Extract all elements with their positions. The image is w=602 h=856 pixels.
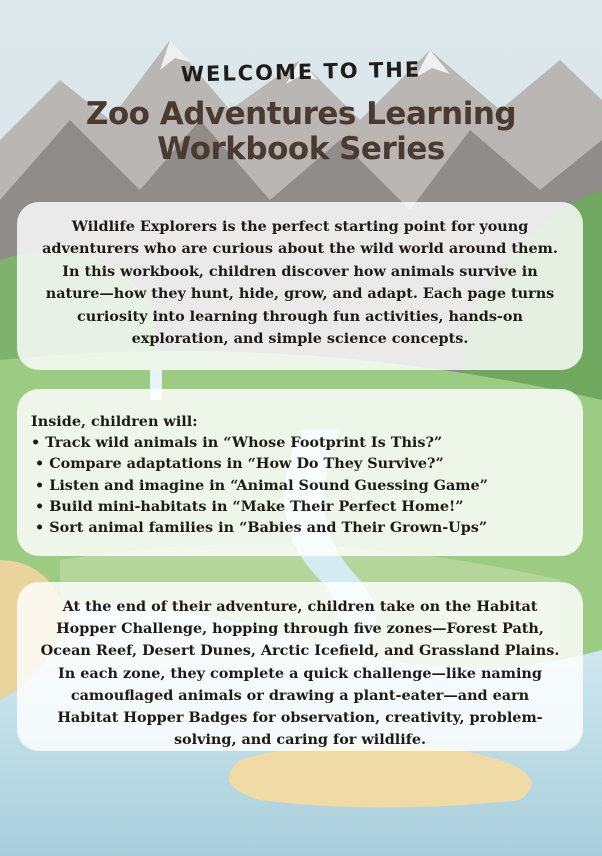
bullet-icon: • bbox=[35, 497, 45, 515]
list-item: • Build mini-habitats in “Make Their Perfect Home!” bbox=[35, 497, 464, 515]
list-item: • Sort animal families in “Babies and Their Grown-Ups” bbox=[35, 519, 488, 537]
closing-text: At the end of their adventure, children take on the Habitat Hopper Challenge, hopping through five zones—Forest Path, Ocean Reef, Desert Dunes, Arctic Icefield, and Grassland Plains. In each zone, they complete a quick challenge—like naming camouflaged animals or drawing a plant-eater—and earn Habitat Hopper Badges for observation, creativity, problem-solving, and caring for wildlife. bbox=[40, 598, 560, 749]
list-item: • Compare adaptations in “How Do They Survive?” bbox=[35, 455, 444, 473]
title-line-1: Zoo Adventures Learning bbox=[85, 96, 517, 132]
list-item: • Listen and imagine in “Animal Sound Guessing Game” bbox=[35, 476, 488, 494]
welcome-kicker: WELCOME TO THE bbox=[180, 57, 422, 87]
bullet-icon: • bbox=[35, 519, 45, 537]
intro-card bbox=[17, 202, 583, 370]
inside-card bbox=[17, 389, 583, 556]
bullet-icon: • bbox=[35, 476, 45, 494]
closing-card bbox=[17, 582, 583, 751]
intro-text: Wildlife Explorers is the perfect starting point for young adventurers who are curious about the wild world around them. In this workbook, children discover how animals survive in nature—how they hunt, hide, grow, and adapt. Each page turns curiosity into learning through fun activities, hands-on exploration, and simple science concepts. bbox=[42, 218, 558, 348]
page-title bbox=[0, 97, 602, 167]
title-line-2: Workbook Series bbox=[157, 131, 445, 167]
activity-list bbox=[31, 432, 571, 538]
inside-heading: Inside, children will: bbox=[31, 413, 198, 430]
bullet-icon: • bbox=[35, 455, 45, 473]
bullet-icon: • bbox=[31, 434, 41, 452]
list-item: • Track wild animals in “Whose Footprint Is This?” bbox=[31, 434, 443, 452]
